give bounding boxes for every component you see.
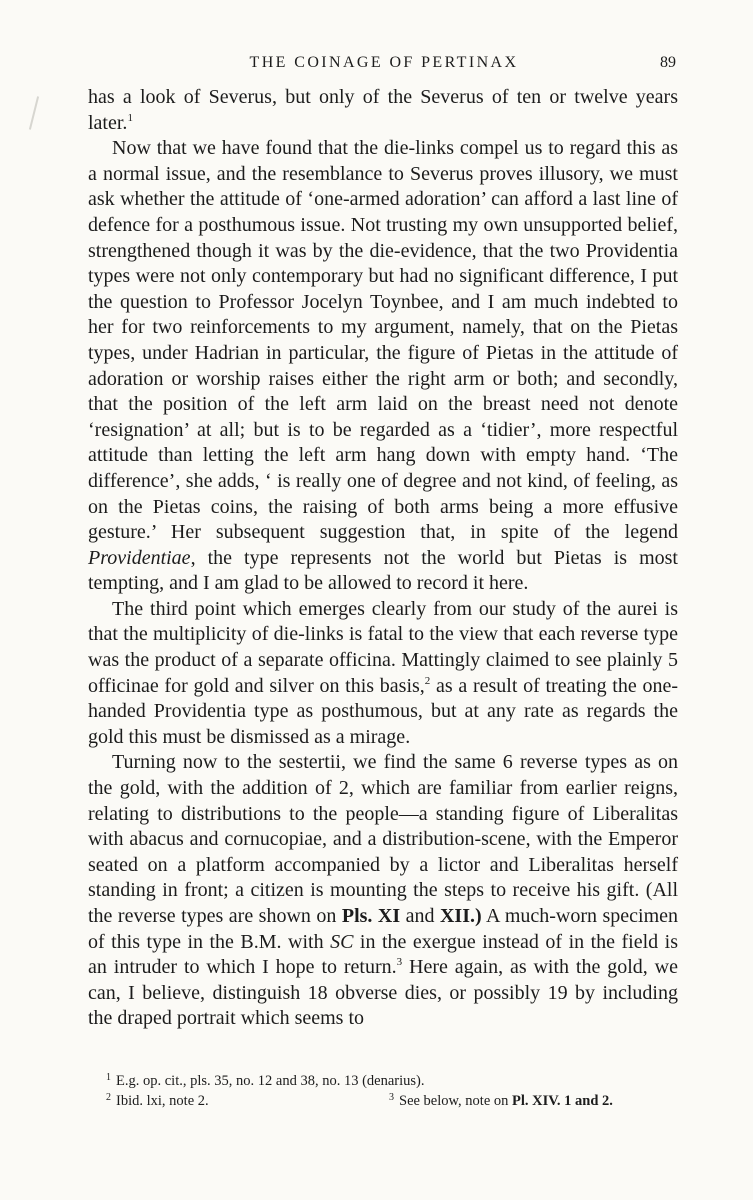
footnote-ref: 3 — [396, 956, 403, 969]
paragraph-text: A much-worn specimen of this type in the B.M. with — [88, 905, 679, 953]
paragraph-3 — [88, 597, 678, 751]
footnote-number: 3 — [389, 1092, 394, 1103]
plate-reference: XII.) — [439, 905, 482, 927]
plate-reference: Pls. XI — [341, 905, 401, 927]
running-title: THE COINAGE OF PERTINAX — [249, 54, 519, 71]
footnote-3 — [389, 1088, 613, 1111]
paragraph-text: Here again, as with the gold, we can, I believe, distinguish 18 obverse dies, or possibly 19 by including the draped portrait which seems to — [88, 956, 679, 1030]
footnote-2 — [106, 1093, 209, 1109]
paragraph-4 — [88, 750, 678, 1032]
paragraph-text: The third point which emerges clearly from our study of the aurei is that the multiplicity of die-links is fatal to the view that each reverse type was the product of a separate officina. Mattingly claimed to see plainly 5 officinae for gold and silver on this basis, — [88, 597, 678, 697]
footnote-text: Ibid. lxi, note 2. — [116, 1093, 209, 1109]
footnote-ref: 2 — [424, 674, 431, 687]
paragraph-text: has a look of Severus, but only of the Severus of ten or twelve years later. — [88, 86, 678, 134]
margin-pencil-mark — [29, 96, 39, 129]
footnote-number: 1 — [106, 1072, 111, 1083]
footnote-number: 2 — [106, 1092, 111, 1103]
footnote-text: See below, note on — [399, 1093, 509, 1109]
paragraph-text: Turning now to the sestertii, we find the same 6 reverse types as on the gold, with the addition of 2, which are familiar from earlier reigns, relating to distributions to the people—a standing figure of Liberalitas with abacus and cornucopiae, and a distribution-scene, with the Emperor seated on a platform accompanied by a lictor and Liberalitas herself standing in front; a citizen is mounting the steps to receive his gift. (All the reverse types are shown on — [88, 751, 678, 927]
paragraph-text: Now that we have found that the die-links compel us to regard this as a normal issue, and the resemblance to Severus proves illusory, we must ask whether the attitude of ‘one-armed adoration’ can afford a last line of defence for a posthumous issue. Not trusting my own unsupported belief, strengthened though it was by the die-evidence, that the two Providentia types were not only contemporary but had no significant difference, I put the question to Professor Jocelyn Toynbee, and I am much indebted to her for two reinforcements to my argument, namely, that on the Pietas types, under Hadrian in particular, the figure of Pietas in the attitude of adoration or worship raises either the right arm or both; and secondly, that the position of the left arm laid on the breast need not denote ‘resignation’ at all; but is to be regarded as a ‘tidier’, more respectful attitude than letting the left arm hang down with empty hand. ‘The difference’, she adds, ‘ is really one of degree and not kind, of feeling, as on the Pietas coins, the raising of both arms being a more effusive gesture.’ Her subsequent suggestion that, in spite of the legend — [88, 137, 678, 544]
italic-term: Providentiae — [88, 546, 191, 569]
footnotes — [106, 1068, 678, 1108]
italic-term: SC — [330, 930, 354, 953]
paragraph-2 — [88, 136, 678, 597]
paragraph-1 — [88, 85, 678, 136]
paragraph-text: , the type represents not the world but Pietas is most tempting, and I am glad to be allowed to record it here. — [88, 546, 678, 595]
plate-reference: Pl. XIV. 1 and 2. — [512, 1093, 613, 1109]
body-text — [88, 85, 678, 1032]
page-number: 89 — [660, 54, 676, 71]
running-head — [88, 52, 680, 76]
paragraph-text: in the exergue instead of in the field is an intruder to which I hope to return. — [88, 930, 679, 979]
paragraph-text: and — [400, 905, 440, 927]
footnote-ref: 1 — [127, 111, 133, 124]
footnote-1 — [106, 1068, 678, 1088]
footnote-text: E.g. op. cit., pls. 35, no. 12 and 38, no. 13 (denarius). — [116, 1073, 425, 1089]
paragraph-text: as a result of treating the one-handed Providentia type as posthumous, but at any rate as regards the gold this must be dismissed as a mirage. — [88, 674, 678, 748]
footnote-row — [106, 1088, 678, 1108]
